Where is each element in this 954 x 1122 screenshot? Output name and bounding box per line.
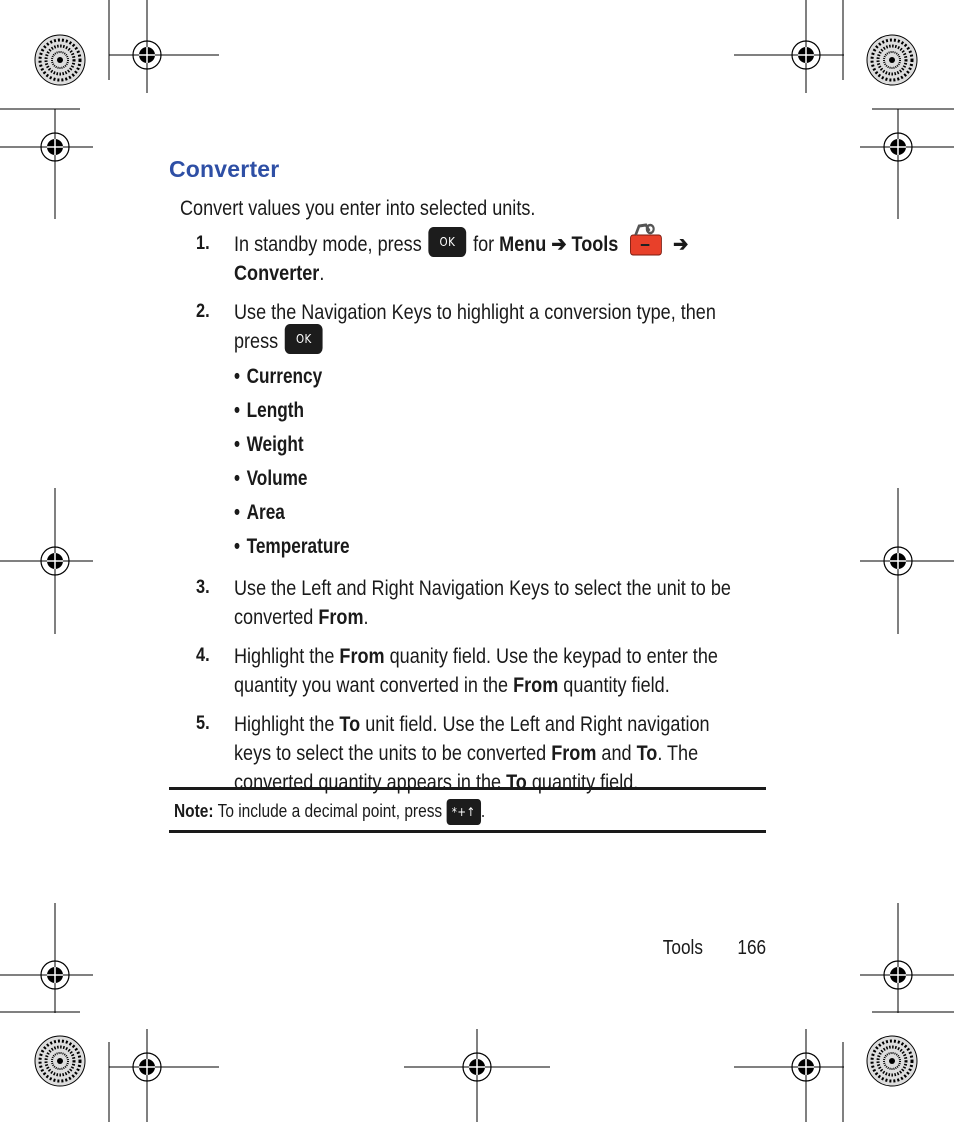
converter-label: Converter [234,262,320,285]
step-3-line-1: Use the Left and Right Navigation Keys to select the unit to be [234,577,731,600]
step-4 [196,642,886,700]
intro-text: Convert values you enter into selected units. [180,197,536,220]
step-text [234,230,795,288]
list-item: • Weight [234,428,769,462]
step-number: 1. [196,233,210,254]
from-label: From [318,606,364,629]
step-2 [196,298,886,564]
ok-key-icon: OK [428,227,466,257]
step-3-line-2: converted [234,606,314,629]
to-label: To [339,713,361,736]
step-text [234,642,795,700]
note-label: Note: [174,800,214,821]
page-footer [663,937,766,960]
step-4-text-d: quantity field. [563,674,670,697]
step-5-text-d: . The [657,742,699,765]
step-1-text-b: for [473,233,495,256]
step-number: 5. [196,713,210,734]
step-2-line-2: press [234,330,279,353]
page-number: 166 [737,937,766,959]
step-number: 2. [196,301,210,322]
step-1-text-a: In standby mode, press [234,233,422,256]
note-box [169,787,766,833]
list-item: • Length [234,394,769,428]
step-5 [196,710,886,797]
list-item: • Currency [234,360,769,394]
step-4-text-a: Highlight the [234,645,335,668]
step-5-text-c: keys to select the units to be converted [234,742,547,765]
step-3-end: . [363,606,369,629]
conversion-type-list [234,360,886,564]
step-3 [196,574,886,632]
step-number: 4. [196,645,210,666]
list-item: • Area [234,496,769,530]
tools-icon [627,223,665,257]
list-item: • Temperature [234,530,769,564]
to-label: To [636,742,658,765]
step-5-text-b: unit field. Use the Left and Right navigation [365,713,710,736]
page-title: Converter [169,156,280,182]
step-4-text-b: quanity field. Use the keypad to enter the [389,645,718,668]
step-1-end: . [319,262,325,285]
step-text [234,710,795,797]
arrow-icon: ➔ [673,233,689,256]
star-key-icon: *+↑ [446,799,480,825]
from-label: From [513,674,559,697]
from-label: From [551,742,597,765]
step-5-and: and [601,742,632,765]
step-1 [196,230,886,288]
note-end: . [480,800,486,821]
to-label: To [506,771,527,794]
arrow-icon: ➔ [551,233,567,256]
list-item: • Volume [234,462,769,496]
step-5-text-e: converted quantity appears in the [234,771,502,794]
from-label: From [339,645,385,668]
step-text [234,298,795,356]
step-2-line-1: Use the Navigation Keys to highlight a conversion type, then [234,301,716,324]
step-4-text-c: quantity you want converted in the [234,674,509,697]
step-number: 3. [196,577,210,598]
ok-key-icon: OK [285,324,323,354]
step-text [234,574,795,632]
note-text [174,799,485,825]
steps-list [196,230,886,807]
footer-section: Tools [662,937,703,959]
menu-label: Menu [499,233,547,256]
note-body: To include a decimal point, press [217,800,443,821]
step-5-text-a: Highlight the [234,713,335,736]
tools-label: Tools [571,233,619,256]
step-5-text-f: quantity field. [531,771,639,794]
